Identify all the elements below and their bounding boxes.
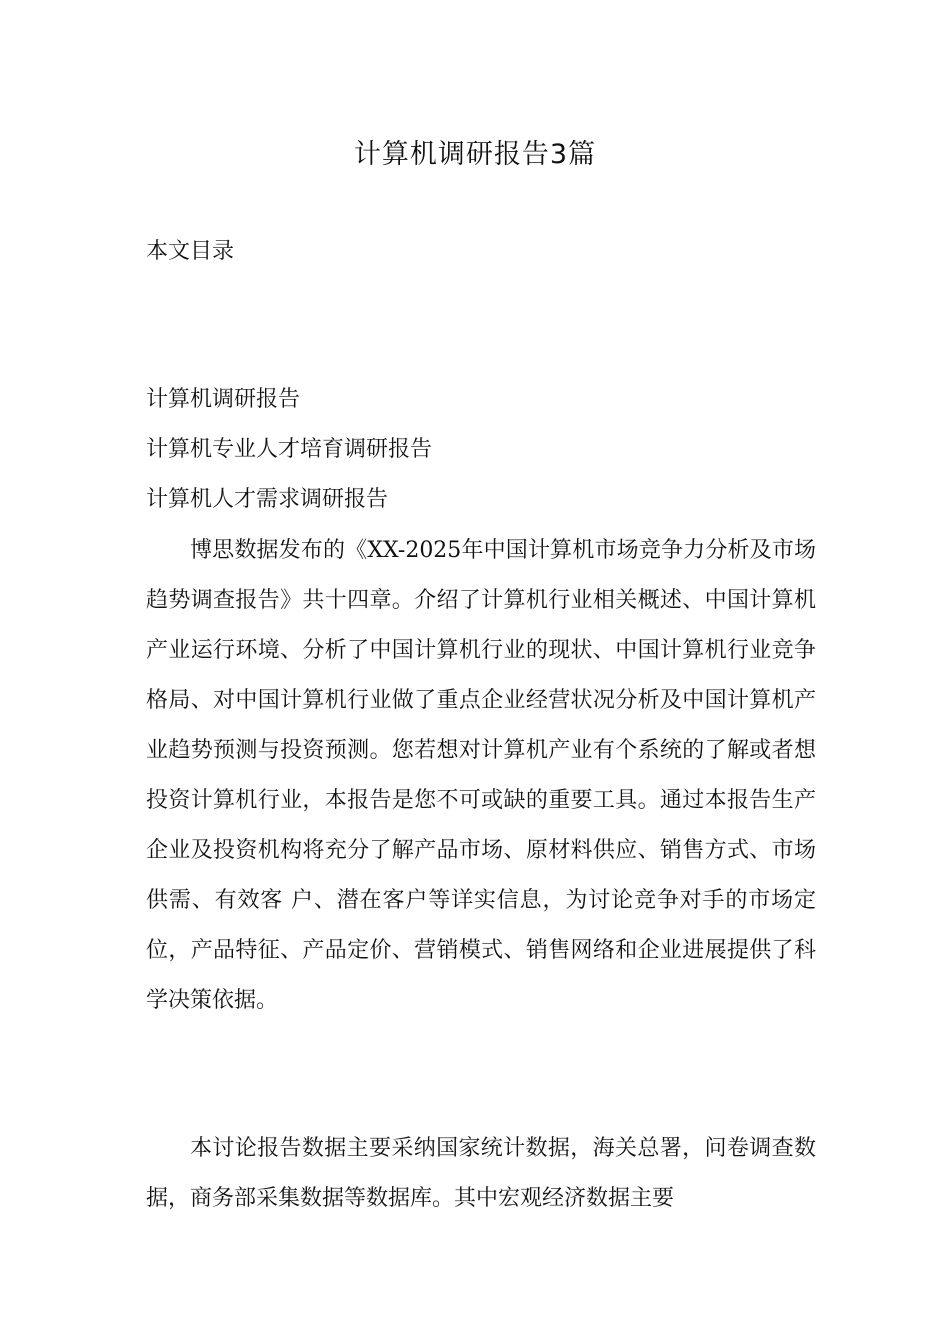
- document-title: 计算机调研报告3篇: [353, 139, 597, 170]
- toc-item[interactable]: 计算机调研报告: [146, 387, 301, 412]
- toc-item[interactable]: 计算机专业人才培育调研报告: [146, 437, 433, 462]
- toc-heading: 本文目录: [146, 239, 235, 264]
- toc-item[interactable]: 计算机人才需求调研报告: [146, 487, 389, 512]
- body-paragraph: 本讨论报告数据主要采纳国家统计数据，海关总署，问卷调查数据，商务部采集数据等数据库。其中宏观经济数据主要: [146, 1136, 816, 1211]
- toc-list: [146, 384, 432, 534]
- body-paragraph: 博思数据发布的《XX-2025年中国计算机市场竞争力分析及市场趋势调查报告》共十四章。介绍了计算机行业相关概述、中国计算机产业运行环境、分析了中国计算机行业的现状、中国计算机行业竞争格局、对中国计算机行业做了重点企业经营状况分析及中国计算机产业趋势预测与投资预测。您若想对计算机产业有个系统的了解或者想投资计算机行业，本报告是您不可或缺的重要工具。通过本报告生产企业及投资机构将充分了解产品市场、原材料供应、销售方式、市场供需、有效客 户、潜在客户等详实信息，为讨论竞争对手的市场定位，产品特征、产品定价、营销模式、销售网络和企业进展提供了科学决策依据。: [146, 538, 816, 1013]
